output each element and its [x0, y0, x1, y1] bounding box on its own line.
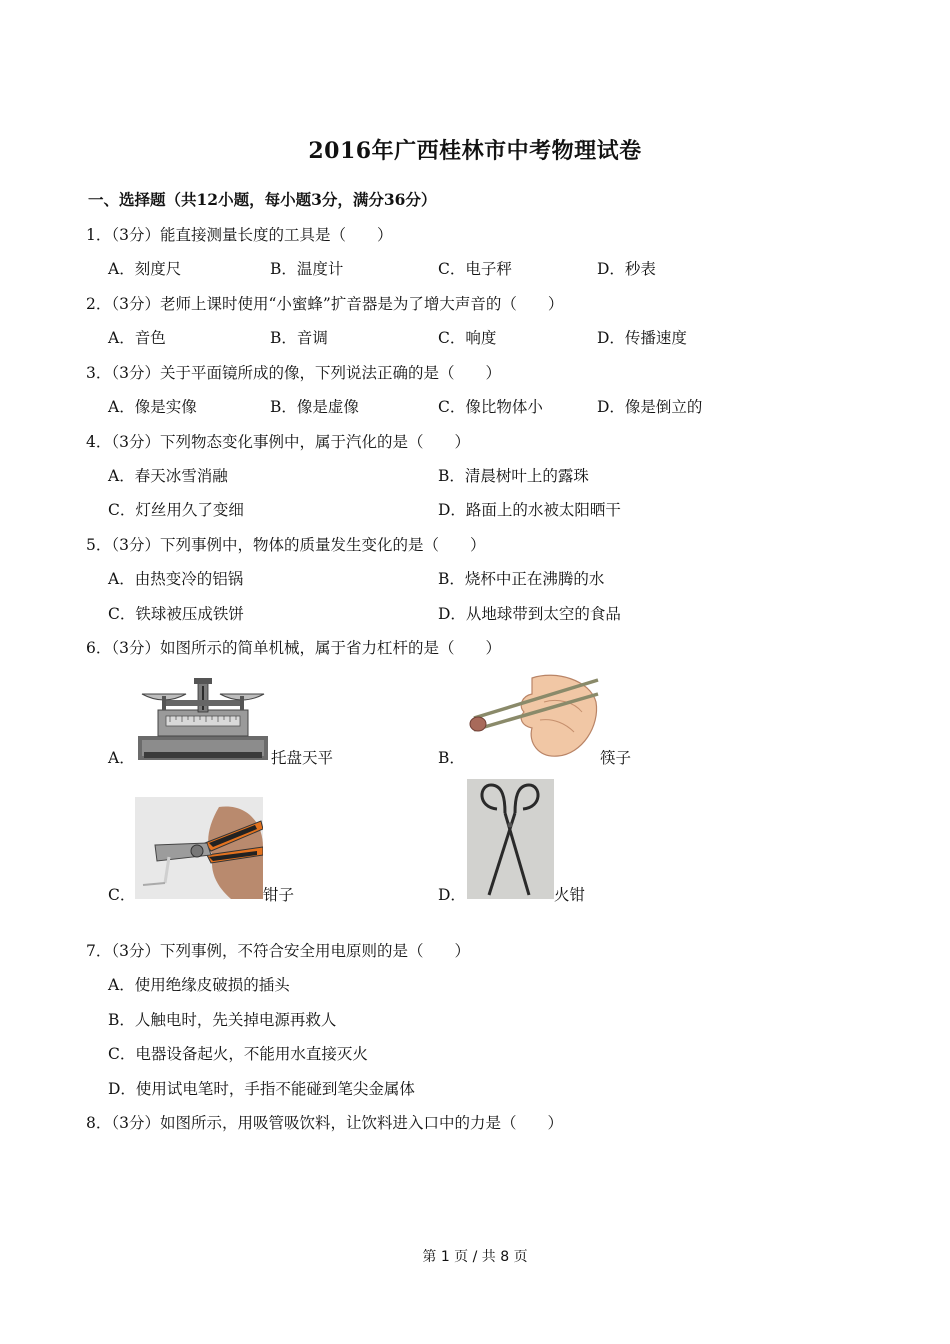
q3-option-c: C．像比物体小 [438, 398, 543, 416]
q7-option-c: C．电器设备起火，不能用水直接灭火 [108, 1045, 368, 1063]
q5-option-b: B．烧杯中正在沸腾的水 [438, 570, 605, 588]
page-footer: 第 1 页 / 共 8 页 [422, 1249, 528, 1265]
q6-option-a-caption: 托盘天平 [271, 749, 334, 767]
q5-option-a: A．由热变冷的铝锅 [108, 570, 244, 588]
q2-option-c: C．响度 [438, 329, 497, 347]
q2-option-b: B．音调 [270, 329, 328, 347]
q1-option-a: A．刻度尺 [108, 260, 182, 278]
q6-option-a-letter: A． [108, 749, 135, 767]
q3-option-b: B．像是虚像 [270, 398, 359, 416]
q6-option-c-caption: 钳子 [263, 886, 295, 904]
q4-option-d: D．路面上的水被太阳晒干 [438, 501, 621, 519]
q7-option-a: A．使用绝缘皮破损的插头 [108, 976, 290, 994]
q2-option-d: D．传播速度 [597, 329, 687, 347]
q5-option-c: C．铁球被压成铁饼 [108, 605, 244, 623]
q4-option-c: C．灯丝用久了变细 [108, 501, 244, 519]
q4-option-b: B．清晨树叶上的露珠 [438, 467, 589, 485]
q4-option-a: A．春天冰雪消融 [108, 467, 228, 485]
q1-option-d: D．秒表 [597, 260, 656, 278]
q3-option-d: D．像是倒立的 [597, 398, 703, 416]
question-2-stem: 2．（3分）老师上课时使用“小蜜蜂”扩音器是为了增大声音的（ ） [86, 295, 564, 313]
q6-option-b-letter: B． [438, 749, 465, 767]
question-7-stem: 7．（3分）下列事例，不符合安全用电原则的是（ ） [86, 942, 470, 960]
q6-option-c-letter: C． [108, 886, 136, 904]
q6-option-d-letter: D． [438, 886, 466, 904]
q6-option-b-caption: 筷子 [600, 749, 632, 767]
q5-option-d: D．从地球带到太空的食品 [438, 605, 621, 623]
question-4-stem: 4．（3分）下列物态变化事例中，属于汽化的是（ ） [86, 433, 470, 451]
question-5-stem: 5．（3分）下列事例中，物体的质量发生变化的是（ ） [86, 536, 486, 554]
q2-option-a: A．音色 [108, 329, 166, 347]
q1-option-b: B．温度计 [270, 260, 344, 278]
question-6-stem: 6．（3分）如图所示的简单机械，属于省力杠杆的是（ ） [86, 639, 501, 657]
q6-option-d-caption: 火钳 [554, 886, 586, 904]
pliers-image [135, 797, 263, 899]
question-1-stem: 1．（3分）能直接测量长度的工具是（ ） [86, 226, 393, 244]
balance-scale-image [136, 676, 270, 762]
q7-option-b: B．人触电时，先关掉电源再救人 [108, 1011, 337, 1029]
page-title: 2016年广西桂林市中考物理试卷 [308, 138, 642, 164]
question-8-stem: 8．（3分）如图所示，用吸管吸饮料，让饮料进入口中的力是（ ） [86, 1114, 563, 1132]
fire-tongs-image [467, 779, 554, 899]
q7-option-d: D．使用试电笔时，手指不能碰到笔尖金属体 [108, 1080, 415, 1098]
q3-option-a: A．像是实像 [108, 398, 197, 416]
chopsticks-image [466, 672, 600, 764]
question-3-stem: 3．（3分）关于平面镜所成的像，下列说法正确的是（ ） [86, 364, 501, 382]
section-heading: 一、选择题（共12小题，每小题3分，满分36分） [88, 190, 437, 209]
q1-option-c: C．电子秤 [438, 260, 512, 278]
